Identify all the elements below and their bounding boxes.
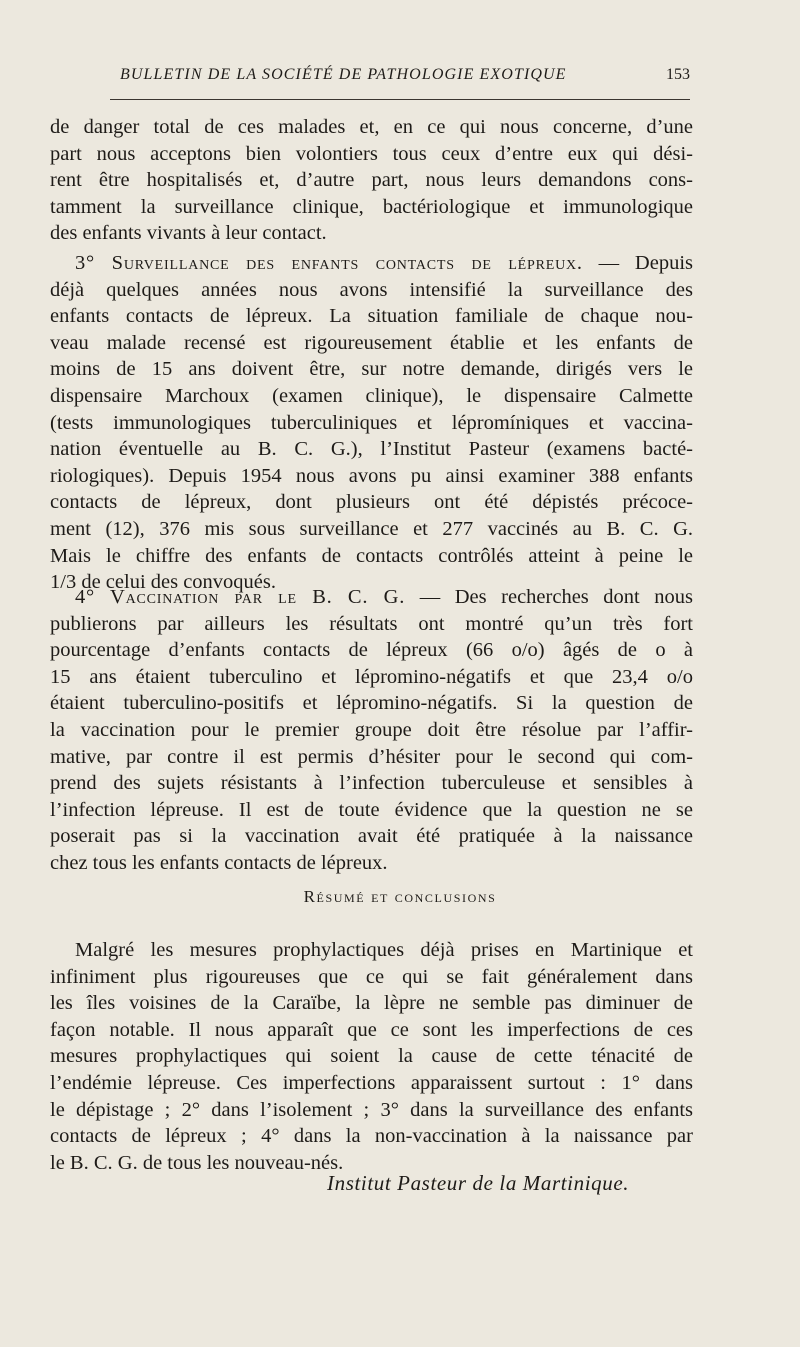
text-line: dispensaire Marchoux (examen clinique), le dispensaire Calmette (50, 384, 693, 407)
section-heading-surveillance: 3° Surveillance des enfants contacts de lépreux. (75, 252, 583, 274)
text-line: moins de 15 ans doivent être, sur notre demande, dirigés vers le (50, 358, 693, 381)
heading-continuation: — Depuis (582, 252, 694, 274)
paragraph-first-line (50, 250, 693, 277)
section-title-resume: Résumé et conclusions (303, 887, 497, 906)
paragraph-surveillance (50, 250, 693, 596)
text-line: prend des sujets résistants à l’infection tuberculeuse et sensibles à (50, 772, 693, 795)
text-line: de danger total de ces malades et, en ce qui nous concerne, d’une (50, 116, 693, 138)
institution-signature: Institut Pasteur de la Martinique. (327, 1171, 630, 1195)
text-line: (tests immunologiques tuberculiniques et lépromíniques et vaccina- (50, 411, 693, 434)
text-line: étaient tuberculino-positifs et lépromino-négatifs. Si la question de (50, 692, 693, 715)
text-line: 15 ans étaient tuberculino et lépromino-négatifs et que 23,4 o/o (50, 665, 693, 688)
text-line: 1/3 de celui des convoqués. (50, 571, 277, 594)
paragraph-continuation (50, 114, 693, 247)
page-number: 153 (666, 66, 690, 83)
text-line: poserait pas si la vaccination avait été pratiquée à la naissance (50, 825, 693, 848)
text-line: mative, par contre il est permis d’hésiter pour le second qui com- (50, 745, 693, 768)
text-line: rent être hospitalisés et, d’autre part, nous leurs demandons cons- (50, 169, 693, 192)
header-rule (110, 99, 690, 100)
heading-continuation: — Des recherches dont nous (405, 586, 694, 608)
text-line: Malgré les mesures prophylactiques déjà prises en Martinique et (75, 939, 693, 961)
text-line: façon notable. Il nous apparaît que ce sont les imperfections de ces (50, 1018, 693, 1041)
text-line: le dépistage ; 2° dans l’isolement ; 3° dans la surveillance des enfants (50, 1098, 693, 1121)
text-line: nation éventuelle au B. C. G.), l’Institut Pasteur (examens bacté- (50, 438, 693, 461)
text-line: publierons par ailleurs les résultats ont montré qu’un très fort (50, 612, 693, 635)
text-line: mesures prophylactiques qui soient la cause de cette ténacité de (50, 1045, 693, 1068)
text-line: tamment la surveillance clinique, bactériologique et immunologique (50, 195, 693, 218)
text-line: la vaccination pour le premier groupe doit être résolue par l’affir- (50, 718, 693, 741)
text-line: pourcentage d’enfants contacts de lépreux (66 o/o) âgés de o à (50, 639, 693, 662)
paragraph-conclusions (50, 937, 693, 1176)
text-line: infiniment plus rigoureuses que ce qui se fait généralement dans (50, 965, 693, 988)
paragraph-vaccination (50, 584, 693, 877)
text-line: l’endémie lépreuse. Ces imperfections apparaissent surtout : 1° dans (50, 1071, 693, 1094)
text-line: des enfants vivants à leur contact. (50, 222, 327, 245)
text-line: contacts de lépreux ; 4° dans la non-vaccination à la naissance par (50, 1125, 693, 1148)
text-line: enfants contacts de lépreux. La situation familiale de chaque nou- (50, 305, 693, 328)
section-heading-vaccination: 4° Vaccination par le B. C. G. (75, 586, 406, 608)
running-header (110, 64, 690, 94)
text-line: Mais le chiffre des enfants de contacts contrôlés atteint à peine le (50, 544, 693, 567)
paragraph-first-line (50, 584, 693, 611)
text-line: les îles voisines de la Caraïbe, la lèpre ne semble pas diminuer de (50, 992, 693, 1015)
text-line: le B. C. G. de tous les nouveau-nés. (50, 1151, 344, 1174)
running-title: BULLETIN DE LA SOCIÉTÉ DE PATHOLOGIE EXOTIQUE (120, 66, 567, 83)
text-line: part nous acceptons bien volontiers tous ceux d’entre eux qui dési- (50, 142, 693, 165)
text-line: riologiques). Depuis 1954 nous avons pu ainsi examiner 388 enfants (50, 464, 693, 487)
text-line: contacts de lépreux, dont plusieurs ont été dépistés précoce- (50, 491, 693, 514)
text-line: chez tous les enfants contacts de lépreux. (50, 851, 388, 874)
text-line: déjà quelques années nous avons intensifié la surveillance des (50, 278, 693, 301)
text-line: l’infection lépreuse. Il est de toute évidence que la question ne se (50, 798, 693, 821)
text-line: ment (12), 376 mis sous surveillance et 277 vaccinés au B. C. G. (50, 517, 693, 540)
text-line: veau malade recensé est rigoureusement établie et les enfants de (50, 331, 693, 354)
